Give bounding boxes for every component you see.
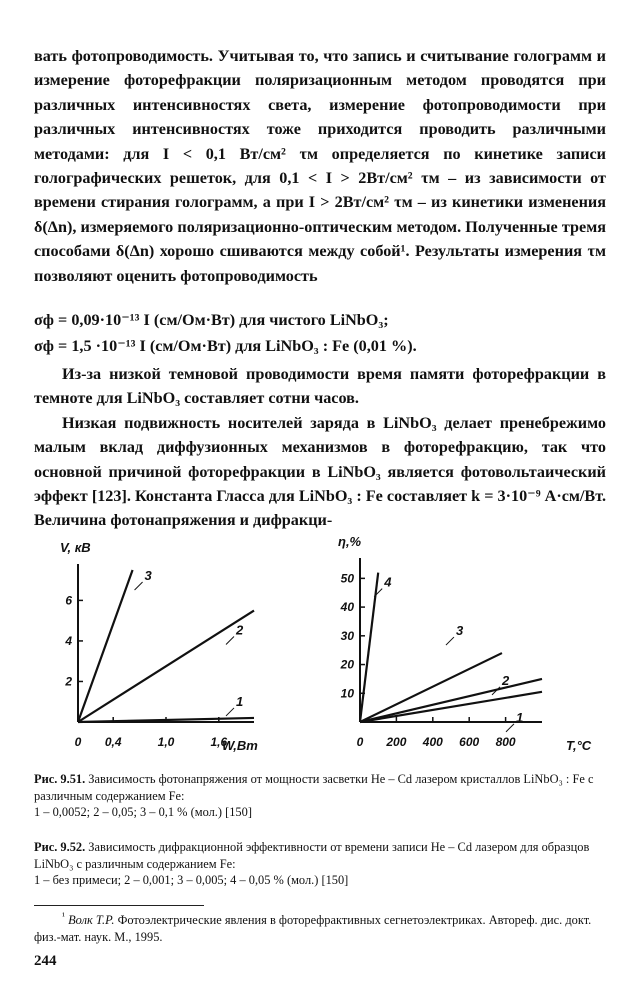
fig1-y-tick-label: 6 — [65, 593, 72, 608]
caption-fig1-label: Рис. 9.51. — [34, 772, 86, 786]
fig1-series-label-1: 1 — [236, 693, 244, 709]
caption-fig2-legend: 1 – без примеси; 2 – 0,001; 3 – 0,005; 4 – 0,05 % (мол.) [150] — [34, 873, 349, 887]
paragraph-2: Из-за низкой темновой проводимости время памяти фоторефракции в темноте для LiNbO₃ составляет сотни часов. — [34, 365, 606, 408]
fig1-series-leader-1 — [226, 708, 234, 716]
main-paragraph-1 — [34, 44, 606, 288]
fig1-series-line-2 — [78, 611, 254, 722]
caption-fig1-legend: 1 – 0,0052; 2 – 0,05; 3 – 0,1 % (мол.) [150] — [34, 805, 252, 819]
chart-fig2 — [318, 530, 608, 760]
fig2-xlabel: T,°C — [566, 738, 592, 753]
formula-pure: σф = 0,09·10⁻¹³ I (см/Ом·Вт) для чистого LiNbO₃; — [34, 311, 389, 329]
fig2-x-tick-label: 600 — [459, 735, 480, 749]
fig2-series-label-3: 3 — [455, 623, 464, 639]
caption-9-52 — [34, 839, 606, 889]
main-paragraphs-2-3 — [34, 362, 606, 533]
footnote-text: Фотоэлектрические явления в фоторефрактивных сегнетоэлектриках. Автореф. дис. докт. физ.-мат. наук. М., 1995. — [34, 913, 592, 944]
fig2-y-tick-label: 40 — [340, 600, 354, 615]
fig2-x-tick-label: 0 — [356, 735, 364, 749]
fig1-series-leader-2 — [226, 637, 234, 645]
fig1-series-label-3: 3 — [144, 568, 152, 583]
fig2-series-label-1: 1 — [516, 709, 524, 725]
fig2-series-label-2: 2 — [502, 672, 510, 688]
fig1-ylabel: V, кВ — [60, 540, 91, 555]
fig2-y-tick-label: 20 — [340, 657, 354, 672]
page-number: 244 — [34, 953, 57, 969]
caption-fig1-text: Зависимость фотонапряжения от мощности засветки He – Cd лазером кристаллов LiNbO₃ : Fe с различным содержанием Fe: — [34, 772, 594, 803]
footnote-rule — [34, 905, 204, 906]
fig2-y-tick-label: 10 — [340, 686, 354, 701]
fig1-y-tick-label: 2 — [65, 674, 72, 689]
paragraph-1: вать фотопроводимость. Учитывая то, что запись и считывание голограмм и измерение фоторефракции поляризационным методом проводятся при различных интенсивностях света, измерение фотопроводимости при различных интенсивностях тоже приходится проводить различными методами: для I < 0,1 Вт/см² τм определяется по кинетике записи голографических решеток, для 0,1 < I > 2Вт/см² τм – из зависимости от времени стирания голограмм, а при I > 2Вт/см² τм – из кинетики изменения δ(Δn), измеряемого поляризационно-оптическим методом. Полученные тремя способами δ(Δn) хорошо сшиваются между собой¹. Результаты измерения τм позволяют оценить фотопроводимость — [34, 47, 606, 285]
fig2-x-tick-label: 200 — [386, 735, 407, 749]
fig2-series-leader-1 — [506, 724, 514, 732]
figure-9-51 — [40, 530, 280, 760]
fig1-series-label-2: 2 — [236, 622, 244, 638]
fig1-x-tick-label: 1,0 — [157, 735, 175, 749]
fig2-ylabel: η,% — [338, 534, 362, 549]
fig2-series-line-1 — [360, 692, 542, 722]
fig2-series-line-3 — [360, 653, 502, 722]
fig1-x-tick-label: 1,6 — [210, 735, 228, 749]
fig2-x-tick-label: 800 — [495, 735, 516, 749]
paragraph-3: Низкая подвижность носителей заряда в LiNbO₃ делает пренебрежимо малым вклад диффузионных механизмов в фоторефракцию, так что основной причиной фоторефракции в LiNbO₃ является фотовольтаический эффект [123]. Константа Гласса для LiNbO₃ : Fe составляет k = 3·10⁻⁹ А·см/Вт. Величина фотонапряжения и дифракци- — [34, 413, 606, 530]
fig2-series-label-4: 4 — [384, 574, 392, 590]
fig1-series-leader-3 — [135, 582, 143, 590]
fig2-x-tick-label: 400 — [422, 735, 443, 749]
formula-fe: σф = 1,5 ·10⁻¹³ I (см/Ом·Вт) для LiNbO₃ : Fe (0,01 %). — [34, 337, 417, 355]
fig2-series-line-2 — [360, 679, 542, 722]
chart-fig1 — [40, 530, 280, 760]
fig2-y-tick-label: 50 — [340, 571, 354, 586]
fig1-x-tick-label: 0,4 — [104, 735, 122, 749]
footnote-mark: ¹ — [62, 910, 65, 922]
footnote — [34, 912, 606, 945]
caption-fig2-text: Зависимость дифракционной эффективности от времени записи He – Cd лазером для образцов LiNbO₃ с различным содержанием Fe: — [34, 840, 590, 871]
fig2-series-leader-3 — [446, 637, 454, 645]
fig1-xlabel: W,Вт — [222, 738, 258, 753]
fig2-y-tick-label: 30 — [340, 628, 354, 643]
caption-9-51 — [34, 771, 606, 821]
footnote-author: Волк Т.Р. — [68, 913, 115, 927]
fig1-series-line-3 — [78, 570, 133, 722]
fig1-x-tick-label: 0 — [74, 735, 82, 749]
caption-fig2-label: Рис. 9.52. — [34, 840, 86, 854]
figure-9-52 — [318, 530, 608, 760]
fig1-y-tick-label: 4 — [65, 633, 72, 648]
